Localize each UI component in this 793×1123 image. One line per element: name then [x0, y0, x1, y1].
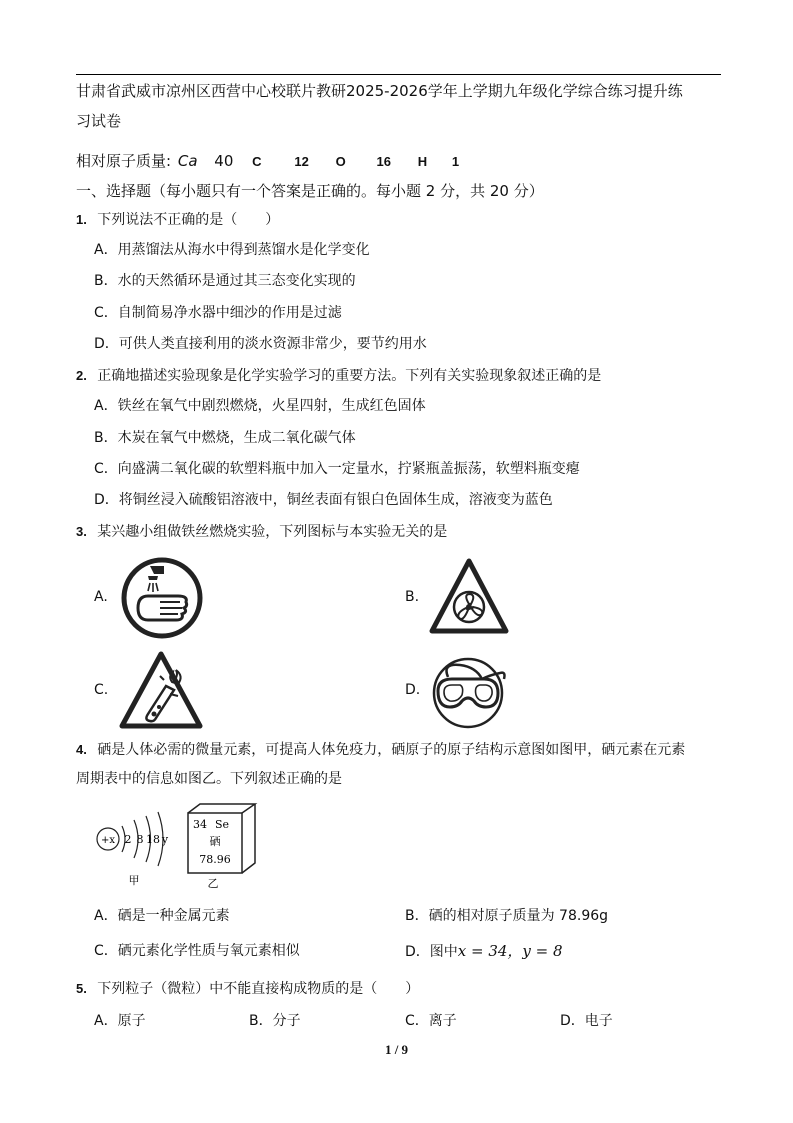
- option-text: 原子: [117, 1013, 146, 1029]
- option-text: 用蒸馏法从海水中得到蒸馏水是化学变化: [117, 242, 370, 258]
- exam-title-line2: 习试卷: [76, 112, 122, 130]
- option-label: C．: [405, 1013, 429, 1029]
- q5-option-d: [560, 1010, 613, 1030]
- question-number: 5.: [76, 981, 87, 996]
- q1-option-d: [94, 333, 427, 353]
- caption-yi: 乙: [207, 877, 219, 890]
- safety-goggles-icon: [428, 655, 512, 729]
- option-label: A．: [94, 908, 118, 924]
- q2-option-b: [94, 427, 356, 447]
- question-2: [76, 365, 601, 385]
- question-number: 1.: [76, 212, 87, 227]
- q3-option-c-label: C.: [94, 682, 109, 698]
- mass-ca: 40: [214, 152, 234, 170]
- atomic-mass-label: 相对原子质量:: [76, 152, 172, 170]
- hot-burn-warning-icon: [118, 650, 204, 730]
- caption-jia: 甲: [128, 874, 140, 886]
- q5-option-a: [94, 1010, 146, 1030]
- question-1: [76, 209, 279, 229]
- question-4: [76, 739, 685, 759]
- element-h: H: [417, 154, 428, 169]
- q1-option-b: [94, 270, 356, 290]
- option-label: D．: [560, 1013, 585, 1029]
- shell-3-count: 18: [146, 833, 160, 846]
- option-text: 离子: [428, 1013, 457, 1029]
- q2-option-d: [94, 489, 553, 509]
- option-text: 可供人类直接利用的淡水资源非常少，要节约用水: [118, 336, 427, 352]
- q4-option-a: [94, 905, 230, 925]
- option-text: 将铜丝浸入硫酸铝溶液中，铜丝表面有银白色固体生成，溶液变为蓝色: [118, 492, 553, 508]
- question-number: 4.: [76, 742, 87, 757]
- option-text: 向盛满二氧化碳的软塑料瓶中加入一定量水，拧紧瓶盖振荡，软塑料瓶变瘪: [117, 461, 580, 477]
- option-label: A．: [94, 398, 118, 414]
- option-text: 电子: [584, 1013, 613, 1029]
- element-o: O: [335, 154, 346, 169]
- atomic-number: 34: [193, 818, 207, 831]
- option-label: B．: [94, 273, 118, 289]
- element-name: 硒: [209, 835, 221, 848]
- shell-2-count: 8: [136, 833, 144, 846]
- nucleus-charge: +x: [100, 835, 116, 846]
- option-text: 铁丝在氧气中剧烈燃烧，火星四射，生成红色固体: [117, 398, 426, 414]
- question-3: [76, 521, 447, 541]
- ventilation-fan-icon: [428, 557, 510, 635]
- q5-option-c: [405, 1010, 457, 1030]
- atomic-mass-line: [76, 150, 459, 171]
- question-4-line2: 周期表中的信息如图乙。下列叙述正确的是: [76, 771, 342, 787]
- question-stem: 正确地描述实验现象是化学实验学习的重要方法。下列有关实验现象叙述正确的是: [97, 368, 602, 384]
- element-symbol: Se: [215, 818, 230, 831]
- option-text: 硒元素化学性质与氧元素相似: [117, 943, 300, 959]
- question-stem-line1: 硒是人体必需的微量元素，可提高人体免疫力，硒原子的原子结构示意图如图甲，硒元素在元素: [97, 742, 686, 758]
- option-label: D．: [94, 336, 119, 352]
- mass-c: 12: [294, 154, 309, 169]
- q2-option-c: [94, 458, 580, 478]
- q3-option-b-label: B.: [405, 589, 420, 605]
- q5-option-b: [249, 1010, 301, 1030]
- q3-option-a-label: A.: [94, 589, 108, 605]
- exam-title-line1: 甘肃省武威市凉州区西营中心校联片教研2025-2026学年上学期九年级化学综合练习提升练: [76, 82, 683, 100]
- q4-option-d: [405, 940, 563, 961]
- question-stem: 下列说法不正确的是（ ）: [97, 212, 280, 228]
- shell-1-count: 2: [124, 833, 132, 846]
- option-text: 水的天然循环是通过其三态变化实现的: [117, 273, 356, 289]
- q1-option-c: [94, 302, 342, 322]
- option-text: 图中: [429, 944, 458, 960]
- question-number: 3.: [76, 524, 87, 539]
- question-5: [76, 978, 419, 998]
- question-stem: 某兴趣小组做铁丝燃烧实验，下列图标与本实验无关的是: [97, 524, 448, 540]
- option-math: x = 34，y = 8: [457, 942, 563, 960]
- hand-washing-icon: [120, 556, 204, 640]
- option-label: D．: [94, 492, 119, 508]
- option-text: 硒是一种金属元素: [117, 908, 230, 924]
- option-label: C．: [94, 461, 118, 477]
- option-text: 自制简易净水器中细沙的作用是过滤: [117, 305, 342, 321]
- option-label: A．: [94, 242, 118, 258]
- q2-option-a: [94, 395, 426, 415]
- periodic-table-cell: [185, 801, 265, 891]
- element-c: C: [252, 154, 262, 169]
- question-number: 2.: [76, 368, 87, 383]
- question-stem: 下列粒子（微粒）中不能直接构成物质的是（ ）: [97, 981, 420, 997]
- mass-o: 16: [376, 154, 391, 169]
- option-label: A．: [94, 1013, 118, 1029]
- option-label: C．: [94, 305, 118, 321]
- atomic-structure-diagram: [92, 808, 182, 886]
- option-text: 硒的相对原子质量为 78.96g: [428, 908, 609, 924]
- shell-4-count: y: [161, 833, 169, 846]
- q1-option-a: [94, 239, 370, 259]
- option-label: D．: [405, 944, 430, 960]
- option-label: B．: [94, 430, 118, 446]
- atomic-mass-value: 78.96: [199, 853, 231, 866]
- header-rule: [76, 74, 721, 75]
- option-label: B．: [249, 1013, 273, 1029]
- option-text: 木炭在氧气中燃烧，生成二氧化碳气体: [117, 430, 356, 446]
- q4-option-c: [94, 940, 300, 960]
- q3-option-d-label: D.: [405, 682, 421, 698]
- option-text: 分子: [272, 1013, 301, 1029]
- option-label: C．: [94, 943, 118, 959]
- page-number: 1 / 9: [384, 1042, 409, 1057]
- section-heading: 一、选择题（每小题只有一个答案是正确的。每小题 2 分，共 20 分）: [76, 182, 544, 200]
- mass-h: 1: [451, 154, 460, 169]
- q4-option-b: [405, 905, 608, 925]
- option-label: B．: [405, 908, 429, 924]
- element-ca: Ca: [177, 152, 198, 170]
